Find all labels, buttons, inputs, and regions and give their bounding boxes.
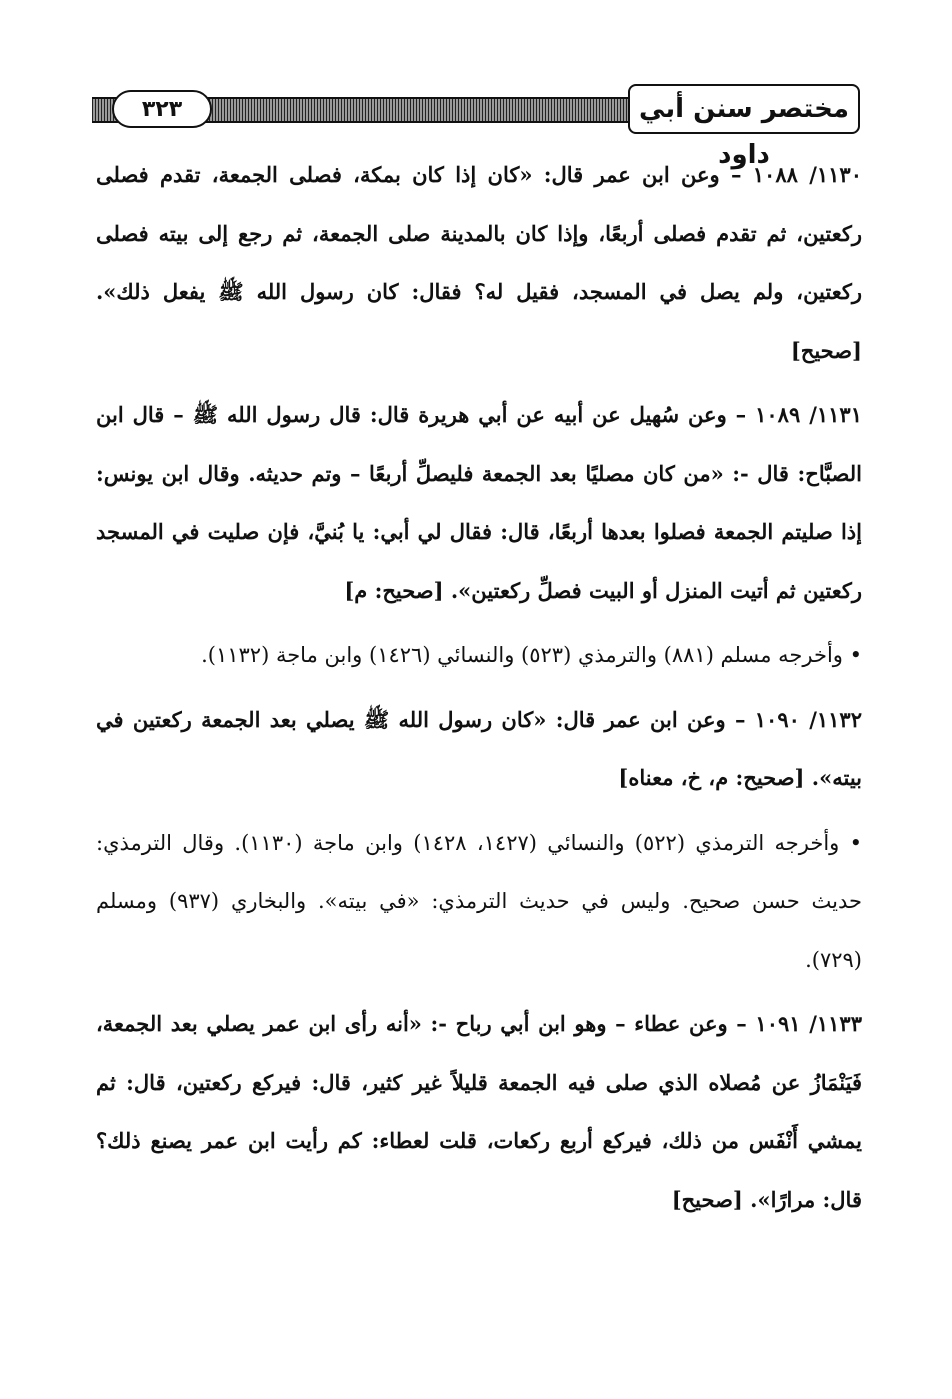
running-header xyxy=(92,84,860,170)
hadith-1133: ١١٣٣/ ١٠٩١ – وعن عطاء – وهو ابن أبي رباح -: «أنه رأى ابن عمر يصلي بعد الجمعة، فَيَنْمَازُ عن مُصلاه الذي صلى فيه الجمعة قليلاً غير كثير، قال: فيركع ركعتين، قال: ثم يمشي أَنْفَس من ذلك، فيركع أربع ركعات، قلت لعطاء: كم رأيت ابن عمر يصنع ذلك؟ قال: مرارًا». [صحيح] xyxy=(96,1011,862,1212)
page-body xyxy=(96,146,862,1229)
page-number: ٣٢٣ xyxy=(112,90,212,128)
hadith-1132: ١١٣٢/ ١٠٩٠ – وعن ابن عمر قال: «كان رسول الله ﷺ يصلي بعد الجمعة ركعتين في بيته». [صحيح: م، خ، معناه] xyxy=(96,706,862,790)
takhrij-1132: • وأخرجه الترمذي (٥٢٢) والنسائي (١٤٢٧، ١٤٢٨) وابن ماجة (١١٣٠). وقال الترمذي: حديث حسن صحيح. وليس في حديث الترمذي: «في بيته». والبخاري (٩٣٧) ومسلم (٧٢٩). xyxy=(96,830,863,972)
book-title: مختصر سنن أبي داود xyxy=(628,84,860,134)
hadith-1130: ١١٣٠/ ١٠٨٨ – وعن ابن عمر قال: «كان إذا كان بمكة، فصلى الجمعة، تقدم فصلى ركعتين، ثم تقدم فصلى أربعًا، وإذا كان بالمدينة صلى الجمعة، ثم رجع إلى بيته فصلى ركعتين، ولم يصل في المسجد، فقيل له؟ فقال: كان رسول الله ﷺ يفعل ذلك». [صحيح] xyxy=(96,162,862,363)
hadith-1131: ١١٣١/ ١٠٨٩ – وعن سُهيل عن أبيه عن أبي هريرة قال: قال رسول الله ﷺ – قال ابن الصبَّاح: قال -: «من كان مصليًا بعد الجمعة فليصلِّ أربعًا – وتم حديثه. وقال ابن يونس: إذا صليتم الجمعة فصلوا بعدها أربعًا، قال: فقال لي أبي: يا بُنيَّ، فإن صليت في المسجد ركعتين ثم أتيت المنزل أو البيت فصلِّ ركعتين». [صحيح: م] xyxy=(96,402,862,603)
takhrij-1131: • وأخرجه مسلم (٨٨١) والترمذي (٥٢٣) والنسائي (١٤٢٦) وابن ماجة (١١٣٢). xyxy=(201,643,862,667)
